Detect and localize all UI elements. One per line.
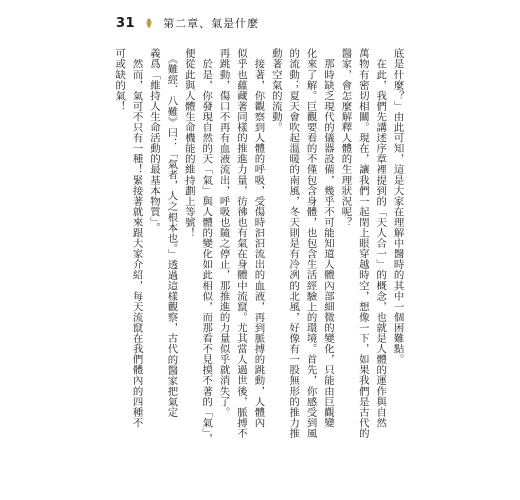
text-column: 《難經．八難》曰：「氣者，人之根本也。」透過這樣觀察，古代的醫家把氣定 <box>165 48 178 418</box>
text-column: 於是，你發現自然的天「氣」與人體的變化如此相似，而那看不見摸不著的「氣」， <box>200 48 213 444</box>
page-header <box>116 13 259 33</box>
text-column: 然而，氣可不只有一種！緊接著就來跟大家介紹，每天流竄在我們體內的四種不 <box>130 48 143 428</box>
body-text <box>113 48 408 444</box>
page-number: 31 <box>116 15 136 31</box>
text-column: 義爲「維持人生命活動的最基本物質」。 <box>148 48 160 233</box>
leaf-icon <box>143 17 155 29</box>
text-column: 似乎也蘊藏著同樣的推進力量，彷彿也有氣在身體中流竄。尤其當人過世後，脈搏不 <box>235 48 247 439</box>
text-column: 在此，我們先講述序章裡提到的「天人合一」的概念，也就是人體的運作與自然 <box>374 48 387 428</box>
text-column: 的流動；夏天會吹起溫暖的南風，冬天則是有冷冽的北風，好像有一股無形的推力推 <box>287 48 300 439</box>
text-column: 萬物有密切相關。現在，讓我們一起閉上眼穿越時空，想像一下，如果我們是古代的 <box>356 48 369 439</box>
text-column: 動著空氣的流動。 <box>269 48 282 133</box>
text-column: 便從此與人體生命機能的維持劃上等號！ <box>182 48 195 238</box>
text-column: 醫家，會怎麼解釋人體的生理狀況呢？ <box>339 48 352 228</box>
text-column: 接著，你觀察到人體的呼吸，受傷時汩汩流出的血液，再到脈搏的跳動，人體內 <box>252 48 265 428</box>
text-column: 化來了解。巨觀要看的不僅包含身體，也包含生活經驗上的環境。首先，你感受到風 <box>304 48 317 439</box>
text-column: 底是什麼？」由此可知，這是大家在理解中醫時的其中一個困難點。 <box>391 48 404 365</box>
text-column: 可或缺的氣！ <box>113 48 126 112</box>
text-column: 再跳動，傷口不再有血液流出，呼吸也隨之停止，那推進的力量似乎就消失了。 <box>217 48 230 418</box>
chapter-title: 第二章、氣是什麼 <box>163 17 260 30</box>
text-column: 那時缺乏現代的儀器設備，幾乎不可能知道人體內部細微的變化，只能由巨觀變 <box>322 48 334 428</box>
